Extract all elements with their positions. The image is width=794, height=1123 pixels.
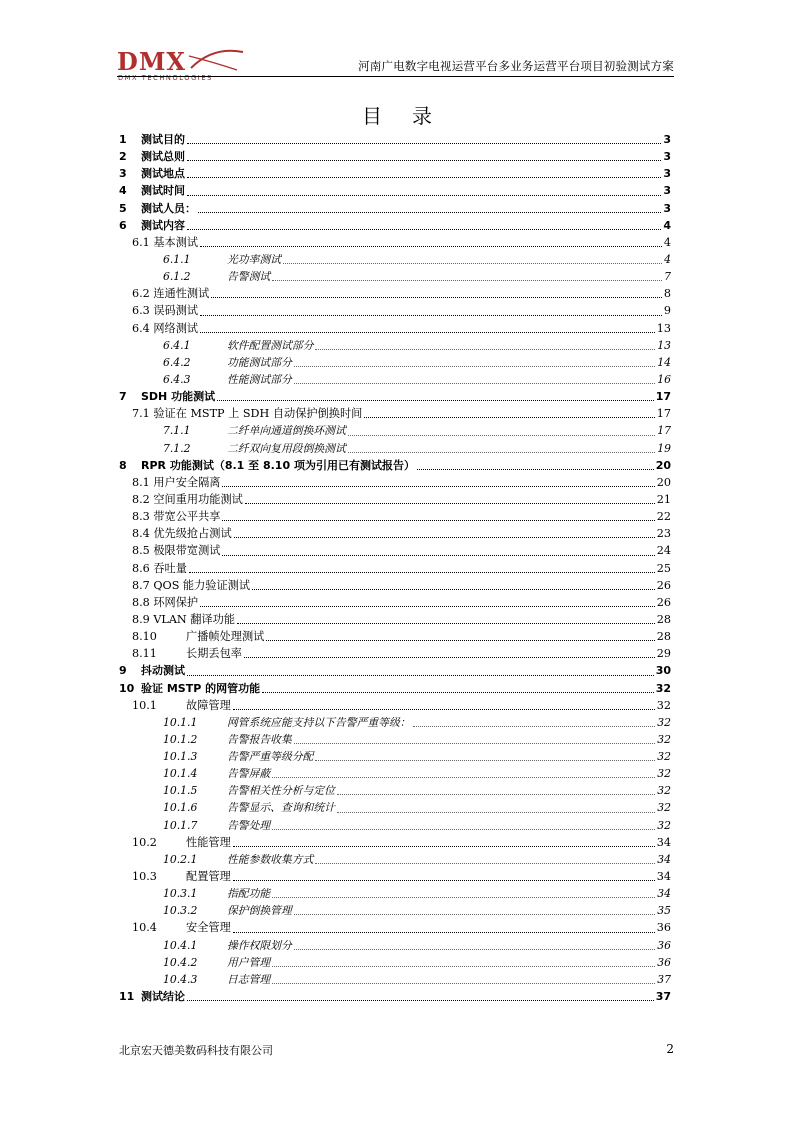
toc-entry-title: 测试内容 bbox=[141, 218, 185, 232]
toc-entry-page: 37 bbox=[655, 990, 671, 1004]
toc-entry[interactable] bbox=[119, 765, 671, 782]
toc-entry-page: 19 bbox=[657, 441, 671, 455]
toc-leader-dots bbox=[266, 639, 654, 641]
toc-entry-page: 32 bbox=[657, 767, 671, 781]
toc-leader-dots bbox=[413, 725, 656, 727]
toc-entry-title: 测试时间 bbox=[141, 184, 185, 198]
toc-entry[interactable] bbox=[119, 937, 671, 954]
toc-entry-number: 10.3.2 bbox=[163, 904, 198, 918]
toc-leader-dots bbox=[315, 862, 655, 864]
toc-entry[interactable] bbox=[119, 817, 671, 834]
toc-entry-page: 13 bbox=[657, 338, 671, 352]
toc-leader-dots bbox=[234, 536, 655, 538]
toc-entry-number: 6.1.2 bbox=[163, 270, 191, 284]
toc-leader-dots bbox=[200, 331, 655, 333]
toc-leader-dots bbox=[187, 176, 661, 178]
toc-entry[interactable] bbox=[119, 834, 671, 851]
toc-leader-dots bbox=[187, 142, 661, 144]
toc-entry-title: 软件配置测试部分 bbox=[227, 338, 314, 352]
toc-leader-dots bbox=[237, 622, 655, 624]
toc-entry-title: 性能管理 bbox=[186, 835, 231, 849]
toc-leader-dots bbox=[417, 468, 654, 470]
toc-entry-title: 故障管理 bbox=[186, 698, 231, 712]
toc-entry-page: 26 bbox=[656, 595, 671, 609]
toc-entry-title: 测试人员： bbox=[141, 201, 196, 215]
toc-leader-dots bbox=[272, 776, 655, 778]
toc-entry-title: 保护倒换管理 bbox=[227, 904, 292, 918]
toc-entry-title: 抖动测试 bbox=[141, 664, 185, 678]
toc-leader-dots bbox=[187, 194, 661, 196]
toc-leader-dots bbox=[348, 434, 655, 436]
toc-entry[interactable] bbox=[119, 474, 671, 491]
toc-entry-number: 4 bbox=[119, 184, 127, 198]
toc-leader-dots bbox=[189, 571, 655, 573]
footer-page-number: 2 bbox=[666, 1042, 674, 1056]
toc-entry-title: 长期丢包率 bbox=[186, 647, 242, 661]
toc-entry[interactable] bbox=[119, 611, 671, 628]
toc-entry-page: 13 bbox=[656, 321, 671, 335]
toc-entry-page: 32 bbox=[657, 715, 671, 729]
toc-entry-number: 10.1.4 bbox=[163, 767, 198, 781]
toc-entry-page: 32 bbox=[655, 681, 671, 695]
toc-entry-number: 8.11 bbox=[132, 647, 157, 661]
toc-entry[interactable] bbox=[119, 440, 671, 457]
toc-entry-page: 9 bbox=[663, 304, 671, 318]
toc-leader-dots bbox=[272, 896, 655, 898]
toc-entry-page: 3 bbox=[663, 184, 671, 198]
toc-entry[interactable] bbox=[119, 131, 671, 148]
toc-entry-page: 36 bbox=[656, 921, 671, 935]
toc-leader-dots bbox=[348, 451, 655, 453]
toc-entry-number: 10.1.7 bbox=[163, 818, 198, 832]
toc-leader-dots bbox=[272, 279, 662, 281]
toc-entry-number: 10.2 bbox=[132, 835, 157, 849]
toc-leader-dots bbox=[315, 348, 655, 350]
toc-entry-number: 10.4.2 bbox=[163, 955, 198, 969]
toc-entry[interactable] bbox=[119, 645, 671, 662]
toc-entry[interactable] bbox=[119, 405, 671, 422]
toc-entry-page: 34 bbox=[656, 870, 671, 884]
toc-entry[interactable] bbox=[119, 217, 671, 234]
toc-entry-number: 8.10 bbox=[132, 630, 157, 644]
toc-entry-number: 10 bbox=[119, 681, 135, 695]
toc-leader-dots bbox=[294, 742, 655, 744]
toc-entry-page: 36 bbox=[657, 955, 671, 969]
toc-entry-page: 32 bbox=[657, 801, 671, 815]
toc-leader-dots bbox=[187, 228, 661, 230]
toc-leader-dots bbox=[233, 845, 655, 847]
toc-entry-number: 11 bbox=[119, 990, 135, 1004]
toc-leader-dots bbox=[294, 913, 655, 915]
toc-entry-page: 3 bbox=[663, 133, 671, 146]
toc-entry-page: 32 bbox=[657, 750, 671, 764]
toc-entry[interactable] bbox=[119, 971, 671, 988]
toc-entry[interactable] bbox=[119, 320, 671, 337]
toc-entry-number: 6.1.1 bbox=[163, 252, 191, 266]
toc-entry[interactable] bbox=[119, 251, 671, 268]
toc-entry-title: 6.1 基本测试 bbox=[132, 235, 199, 249]
toc-entry[interactable] bbox=[119, 919, 671, 936]
toc-entry-title: 告警屏蔽 bbox=[227, 767, 271, 781]
toc-entry-title: 测试结论 bbox=[141, 990, 185, 1004]
toc-entry-page: 32 bbox=[657, 784, 671, 798]
toc-entry-title: 告警相关性分析与定位 bbox=[227, 784, 335, 798]
toc-entry[interactable] bbox=[119, 148, 671, 165]
toc-entry-title: 告警测试 bbox=[227, 270, 271, 284]
toc-entry-title: 日志管理 bbox=[227, 972, 271, 986]
toc-entry-page: 37 bbox=[657, 972, 671, 986]
toc-entry[interactable] bbox=[119, 354, 671, 371]
toc-entry-title: 6.3 误码测试 bbox=[132, 304, 199, 318]
toc-leader-dots bbox=[272, 965, 655, 967]
toc-entry[interactable] bbox=[119, 525, 671, 542]
toc-entry[interactable] bbox=[119, 628, 671, 645]
toc-entry[interactable] bbox=[119, 868, 671, 885]
toc-entry-title: 告警处理 bbox=[227, 818, 271, 832]
toc-leader-dots bbox=[222, 519, 654, 521]
toc-entry-number: 10.1.5 bbox=[163, 784, 198, 798]
toc-entry-page: 21 bbox=[656, 492, 671, 506]
toc-entry[interactable] bbox=[119, 337, 671, 354]
toc-entry-title: 指配功能 bbox=[227, 887, 271, 901]
toc-entry-number: 10.4.1 bbox=[163, 938, 198, 952]
footer-company: 北京宏天德美数码科技有限公司 bbox=[119, 1044, 273, 1057]
toc-entry[interactable] bbox=[119, 508, 671, 525]
toc-entry-page: 17 bbox=[657, 424, 671, 438]
toc-entry[interactable] bbox=[119, 594, 671, 611]
toc-entry-page: 14 bbox=[657, 355, 671, 369]
toc-entry[interactable] bbox=[119, 491, 671, 508]
toc-entry[interactable] bbox=[119, 714, 671, 731]
document-title: 河南广电数字电视运营平台多业务运营平台项目初验测试方案 bbox=[358, 59, 674, 73]
toc-entry[interactable] bbox=[119, 457, 671, 474]
toc-entry-title: 8.4 优先级抢占测试 bbox=[132, 527, 232, 541]
toc-entry[interactable] bbox=[119, 285, 671, 302]
toc-entry[interactable] bbox=[119, 371, 671, 388]
toc-entry[interactable] bbox=[119, 577, 671, 594]
svg-text:DMX: DMX bbox=[117, 48, 186, 76]
toc-entry-number: 10.4.3 bbox=[163, 972, 198, 986]
toc-leader-dots bbox=[222, 485, 654, 487]
toc-entry-title: SDH 功能测试 bbox=[141, 390, 216, 404]
toc-entry-number: 5 bbox=[119, 201, 127, 215]
toc-entry-title: 8.6 吞吐量 bbox=[132, 561, 187, 575]
toc-entry-title: 测试目的 bbox=[141, 133, 185, 146]
toc-entry-title: 用户管理 bbox=[227, 955, 271, 969]
toc-leader-dots bbox=[272, 982, 655, 984]
toc-entry-page: 20 bbox=[655, 458, 671, 472]
toc-entry[interactable] bbox=[119, 422, 671, 439]
toc-entry-title: 性能参数收集方式 bbox=[227, 852, 314, 866]
toc-leader-dots bbox=[252, 588, 655, 590]
toc-leader-dots bbox=[294, 365, 655, 367]
toc-entry[interactable] bbox=[119, 885, 671, 902]
toc-entry-number: 1 bbox=[119, 133, 127, 146]
toc-entry-number: 10.3 bbox=[132, 870, 157, 884]
toc-leader-dots bbox=[315, 759, 655, 761]
toc-entry-title: 广播帧处理测试 bbox=[186, 630, 265, 644]
toc-leader-dots bbox=[200, 605, 655, 607]
toc-leader-dots bbox=[200, 314, 662, 316]
toc-entry-title: 8.5 极限带宽测试 bbox=[132, 544, 221, 558]
toc-entry-number: 6.4.3 bbox=[163, 372, 191, 386]
toc-entry-page: 24 bbox=[656, 544, 671, 558]
toc-entry-title: 8.8 环网保护 bbox=[132, 595, 199, 609]
toc-entry-title: RPR 功能测试（8.1 至 8.10 项为引用已有测试报告） bbox=[141, 458, 415, 472]
toc-entry-number: 6.4.2 bbox=[163, 355, 191, 369]
toc-leader-dots bbox=[364, 416, 654, 418]
toc-entry-title: 7.1 验证在 MSTP 上 SDH 自动保护倒换时间 bbox=[132, 407, 363, 421]
toc-entry-number: 8 bbox=[119, 458, 127, 472]
toc-entry-number: 10.1.1 bbox=[163, 715, 198, 729]
toc-entry-page: 35 bbox=[657, 904, 671, 918]
toc-leader-dots bbox=[244, 656, 655, 658]
toc-entry-page: 3 bbox=[663, 201, 671, 215]
toc-leader-dots bbox=[233, 708, 655, 710]
toc-entry-title: 告警显示、查询和统计 bbox=[227, 801, 335, 815]
toc-entry[interactable] bbox=[119, 182, 671, 199]
toc-entry-title: 二纤双向复用段倒换测试 bbox=[227, 441, 346, 455]
toc-entry-page: 17 bbox=[656, 407, 671, 421]
toc-entry-page: 28 bbox=[656, 612, 671, 626]
toc-entry[interactable] bbox=[119, 988, 671, 1005]
toc-entry-title: 功能测试部分 bbox=[227, 355, 292, 369]
toc-entry[interactable] bbox=[119, 748, 671, 765]
toc-entry-title: 8.9 VLAN 翻译功能 bbox=[132, 612, 236, 626]
toc-leader-dots bbox=[187, 159, 661, 161]
toc-entry-title: 性能测试部分 bbox=[227, 372, 292, 386]
toc-entry[interactable] bbox=[119, 560, 671, 577]
toc-entry-number: 10.1 bbox=[132, 698, 157, 712]
toc-entry-number: 10.1.3 bbox=[163, 750, 198, 764]
toc-leader-dots bbox=[198, 211, 661, 213]
toc-entry[interactable] bbox=[119, 680, 671, 697]
toc-entry-page: 7 bbox=[664, 270, 671, 284]
toc-entry-title: 6.2 连通性测试 bbox=[132, 287, 210, 301]
table-of-contents bbox=[119, 131, 671, 1005]
toc-entry-number: 10.4 bbox=[132, 921, 157, 935]
toc-entry-title: 安全管理 bbox=[186, 921, 231, 935]
toc-entry-number: 7 bbox=[119, 390, 127, 404]
toc-entry-title: 8.3 带宽公平共享 bbox=[132, 510, 221, 524]
toc-leader-dots bbox=[233, 931, 655, 933]
toc-entry-title: 二纤单向通道倒换环测试 bbox=[227, 424, 346, 438]
toc-entry-title: 告警报告收集 bbox=[227, 732, 292, 746]
toc-entry-page: 34 bbox=[656, 835, 671, 849]
toc-entry-number: 10.1.6 bbox=[163, 801, 198, 815]
toc-entry-title: 测试总则 bbox=[141, 150, 185, 164]
toc-entry[interactable] bbox=[119, 799, 671, 816]
toc-entry[interactable] bbox=[119, 200, 671, 217]
toc-leader-dots bbox=[187, 674, 654, 676]
toc-entry-number: 7.1.1 bbox=[163, 424, 191, 438]
toc-entry-page: 34 bbox=[657, 852, 671, 866]
toc-entry-title: 告警严重等级分配 bbox=[227, 750, 314, 764]
toc-entry-page: 36 bbox=[657, 938, 671, 952]
toc-entry-page: 3 bbox=[663, 167, 671, 181]
toc-entry-page: 16 bbox=[657, 372, 671, 386]
toc-entry-number: 7.1.2 bbox=[163, 441, 191, 455]
toc-entry-number: 6.4.1 bbox=[163, 338, 191, 352]
toc-entry[interactable] bbox=[119, 165, 671, 182]
toc-leader-dots bbox=[294, 948, 655, 950]
toc-entry-page: 29 bbox=[656, 647, 671, 661]
toc-entry[interactable] bbox=[119, 388, 671, 405]
toc-entry[interactable] bbox=[119, 662, 671, 679]
toc-entry-title: 8.1 用户安全隔离 bbox=[132, 475, 221, 489]
toc-leader-dots bbox=[337, 793, 655, 795]
toc-entry-page: 23 bbox=[656, 527, 671, 541]
toc-entry-page: 25 bbox=[656, 561, 671, 575]
toc-leader-dots bbox=[233, 879, 655, 881]
toc-leader-dots bbox=[187, 999, 654, 1001]
toc-leader-dots bbox=[262, 691, 654, 693]
toc-entry[interactable] bbox=[119, 851, 671, 868]
toc-leader-dots bbox=[217, 399, 654, 401]
toc-entry[interactable] bbox=[119, 542, 671, 559]
toc-entry[interactable] bbox=[119, 697, 671, 714]
toc-entry-number: 10.3.1 bbox=[163, 887, 198, 901]
toc-entry-page: 8 bbox=[663, 287, 671, 301]
toc-entry-number: 10.2.1 bbox=[163, 852, 198, 866]
toc-leader-dots bbox=[294, 382, 655, 384]
svg-text:DMX TECHNOLOGIES: DMX TECHNOLOGIES bbox=[118, 74, 213, 82]
toc-leader-dots bbox=[272, 828, 655, 830]
toc-entry[interactable] bbox=[119, 302, 671, 319]
page-header bbox=[117, 44, 674, 82]
toc-entry-number: 6 bbox=[119, 218, 127, 232]
toc-entry-number: 3 bbox=[119, 167, 127, 181]
toc-entry-title: 操作权限划分 bbox=[227, 938, 292, 952]
toc-entry[interactable] bbox=[119, 268, 671, 285]
toc-entry-page: 22 bbox=[656, 510, 671, 524]
toc-entry[interactable] bbox=[119, 731, 671, 748]
toc-leader-dots bbox=[337, 811, 655, 813]
toc-entry-title: 测试地点 bbox=[141, 167, 185, 181]
toc-leader-dots bbox=[245, 502, 655, 504]
toc-entry-page: 32 bbox=[656, 698, 671, 712]
toc-entry-page: 4 bbox=[663, 218, 671, 232]
toc-leader-dots bbox=[222, 554, 654, 556]
toc-entry-title: 光功率测试 bbox=[227, 252, 281, 266]
toc-entry-number: 9 bbox=[119, 664, 127, 678]
toc-entry-page: 26 bbox=[656, 578, 671, 592]
toc-leader-dots bbox=[200, 245, 662, 247]
toc-entry-page: 34 bbox=[657, 887, 671, 901]
toc-entry-title: 6.4 网络测试 bbox=[132, 321, 199, 335]
toc-entry-page: 20 bbox=[656, 475, 671, 489]
header-divider bbox=[117, 76, 674, 77]
toc-entry-title: 网管系统应能支持以下告警严重等级： bbox=[227, 715, 411, 729]
toc-entry-title: 8.7 QOS 能力验证测试 bbox=[132, 578, 251, 592]
toc-leader-dots bbox=[283, 262, 662, 264]
toc-entry-page: 4 bbox=[663, 235, 671, 249]
toc-entry[interactable] bbox=[119, 902, 671, 919]
toc-entry-number: 2 bbox=[119, 150, 127, 164]
toc-entry[interactable] bbox=[119, 782, 671, 799]
toc-entry-page: 32 bbox=[657, 732, 671, 746]
toc-entry-page: 17 bbox=[655, 390, 671, 404]
toc-heading: 目录 bbox=[362, 104, 462, 128]
toc-entry-page: 28 bbox=[656, 630, 671, 644]
toc-leader-dots bbox=[211, 296, 662, 298]
toc-entry-page: 4 bbox=[664, 252, 671, 266]
toc-entry[interactable] bbox=[119, 954, 671, 971]
toc-entry[interactable] bbox=[119, 234, 671, 251]
toc-entry-page: 3 bbox=[663, 150, 671, 164]
toc-entry-number: 10.1.2 bbox=[163, 732, 198, 746]
toc-entry-page: 32 bbox=[657, 818, 671, 832]
toc-entry-title: 配置管理 bbox=[186, 870, 231, 884]
toc-entry-page: 30 bbox=[655, 664, 671, 678]
toc-entry-title: 8.2 空间重用功能测试 bbox=[132, 492, 243, 506]
toc-entry-title: 验证 MSTP 的网管功能 bbox=[141, 681, 261, 695]
